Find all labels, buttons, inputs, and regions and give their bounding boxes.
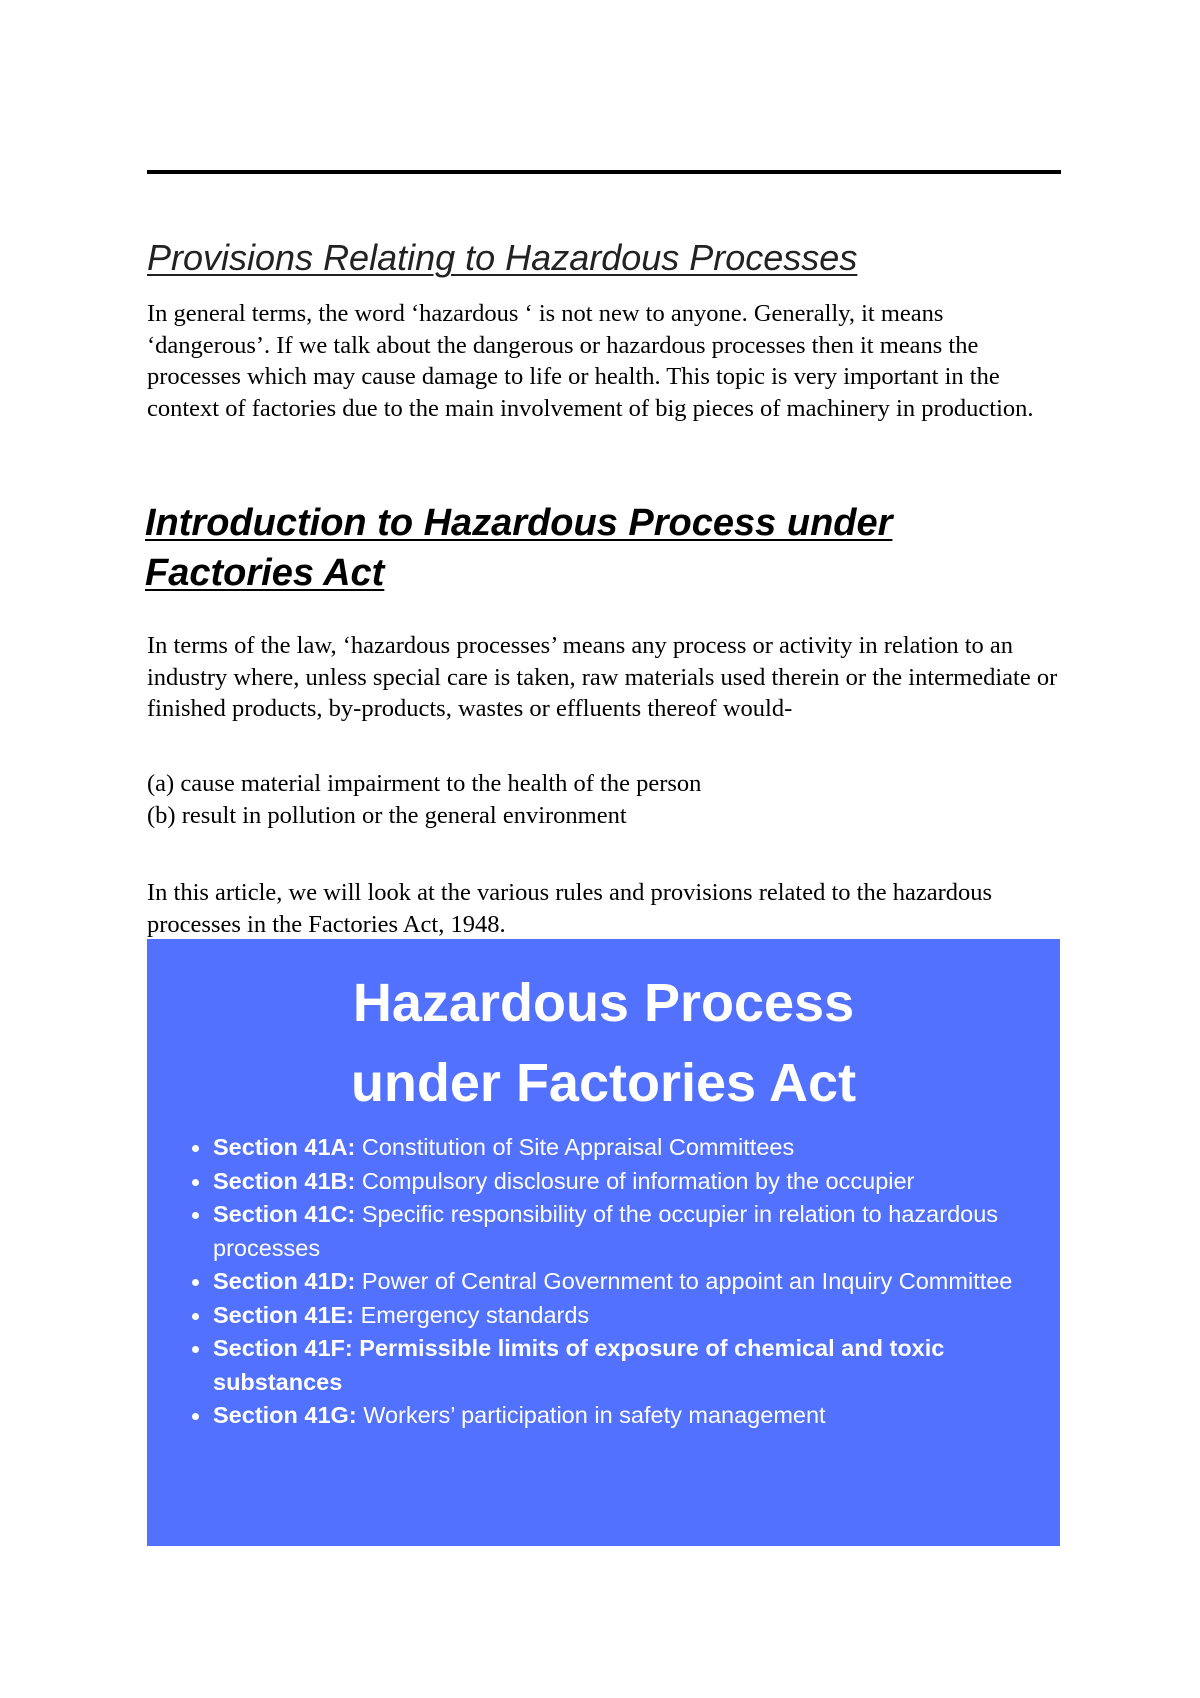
section-text: Compulsory disclosure of information by the occupier	[361, 1167, 915, 1194]
section-item-41f	[213, 1332, 1013, 1399]
effect-item-a: (a) cause material impairment to the health of the person	[147, 770, 702, 797]
section-label: Section 41B:	[213, 1167, 356, 1194]
section-text: Emergency standards	[360, 1301, 590, 1328]
effects-list	[147, 768, 701, 831]
section-item-41a	[213, 1131, 1013, 1165]
paragraph-article-scope: In this article, we will look at the various rules and provisions related to the hazardous processes in the Factories Act, 1948.	[147, 879, 993, 938]
top-horizontal-rule	[147, 170, 1061, 174]
infographic-title-line-1: Hazardous Process	[352, 973, 855, 1033]
infographic-title-line-2: under Factories Act	[350, 1053, 857, 1113]
section-text: Specific responsibility of the occupier in relation to hazardous processes	[213, 1201, 999, 1261]
section-label: Section 41G:	[213, 1402, 357, 1428]
section-item-41g	[213, 1399, 1013, 1433]
effect-item-b: (b) result in pollution or the general environment	[147, 801, 627, 829]
infographic-title	[147, 963, 1060, 1123]
section-item-41c	[213, 1198, 1013, 1265]
section-label: Section 41C:	[213, 1201, 356, 1227]
section-text: Constitution of Site Appraisal Committees	[361, 1134, 795, 1160]
section-text: Workers’ participation in safety management	[363, 1402, 826, 1428]
paragraph-hazardous-meaning: In general terms, the word ‘hazardous ‘ is not new to anyone. Generally, it means ‘dangerous’. If we talk about the dangerous or hazardous processes then it means the processes which may cause damage to life or health. This topic is very important in the context of factories due to the main involvement of big pieces of machinery in production.	[147, 300, 1034, 422]
section-text: Permissible limits of exposure of chemical and toxic substances	[213, 1335, 945, 1395]
section-item-41e	[213, 1299, 1013, 1333]
paragraph-legal-definition: In terms of the law, ‘hazardous processes’ means any process or activity in relation to an industry where, unless special care is taken, raw materials used therein or the intermediate or finished products, by-products, wastes or effluents thereof would-	[147, 632, 1058, 722]
section-label: Section 41D:	[213, 1268, 356, 1294]
infographic-panel	[147, 939, 1060, 1546]
section-label: Section 41E:	[213, 1301, 355, 1328]
section-label: Section 41F:	[213, 1335, 353, 1361]
section-heading: Provisions Relating to Hazardous Processes	[147, 237, 858, 278]
intro-heading: Introduction to Hazardous Process under Factories Act	[145, 502, 893, 594]
section-item-41d	[213, 1265, 1013, 1299]
section-text: Power of Central Government to appoint an Inquiry Committee	[361, 1268, 1013, 1294]
section-item-41b	[213, 1165, 1013, 1199]
section-label: Section 41A:	[213, 1134, 356, 1160]
sections-list	[213, 1131, 1013, 1433]
